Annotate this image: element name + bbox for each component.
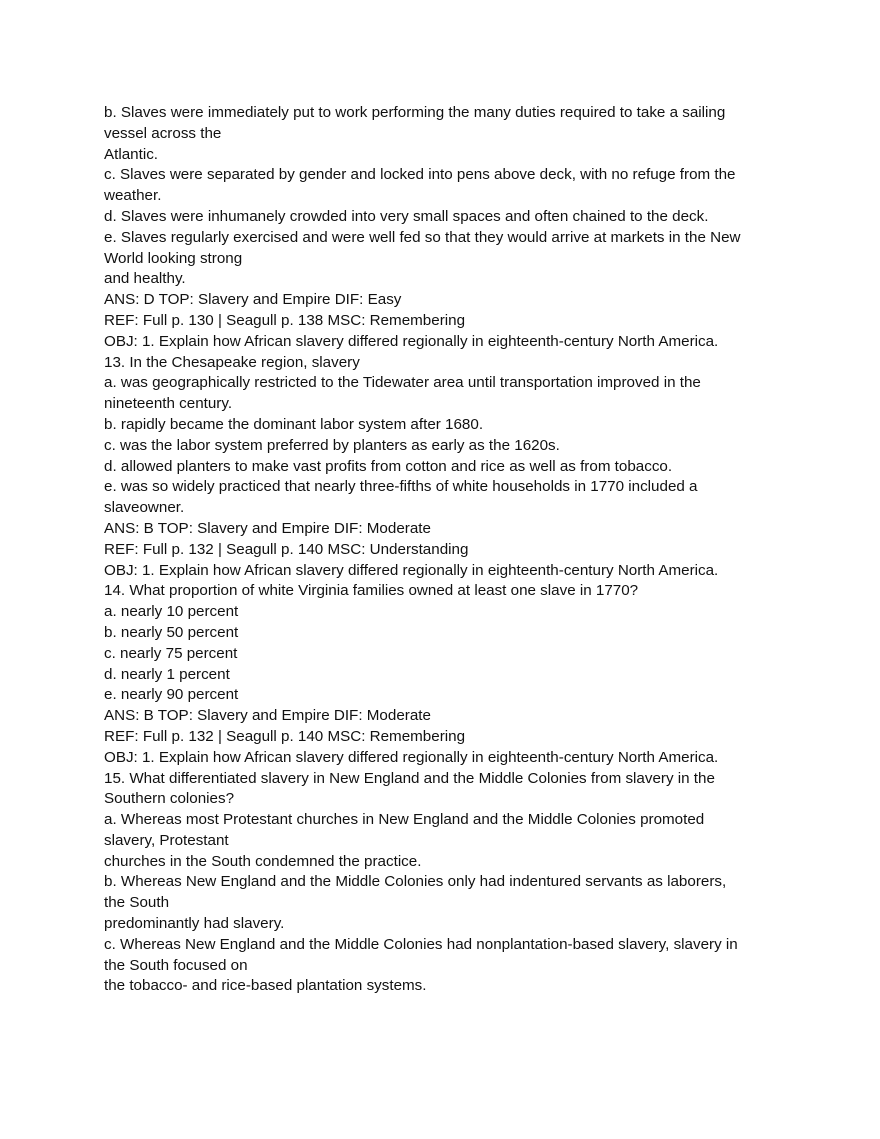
text-line: Atlantic.	[104, 145, 159, 163]
text-line: b. nearly 50 percent	[104, 623, 239, 641]
text-line: the tobacco- and rice-based plantation systems.	[104, 977, 427, 995]
text-line: a. nearly 10 percent	[104, 603, 239, 621]
text-line: the South	[104, 894, 170, 912]
text-line: b. Slaves were immediately put to work performing the many duties required to take a sailing	[104, 104, 726, 121]
text-line: b. Whereas New England and the Middle Colonies only had indentured servants as laborers,	[104, 873, 727, 891]
answer-line: ANS: B TOP: Slavery and Empire DIF: Moderate	[104, 707, 431, 725]
text-line: Southern colonies?	[104, 790, 235, 808]
text-line: slaveowner.	[104, 499, 185, 517]
text-line: d. Slaves were inhumanely crowded into very small spaces and often chained to the deck.	[104, 207, 709, 225]
text-line: and healthy.	[104, 270, 186, 288]
text-line: predominantly had slavery.	[104, 915, 285, 933]
text-line: c. nearly 75 percent	[104, 644, 238, 662]
objective-line: OBJ: 1. Explain how African slavery differed regionally in eighteenth-century North America.	[104, 561, 719, 579]
text-line: e. Slaves regularly exercised and were well fed so that they would arrive at markets in the New	[104, 228, 741, 246]
text-line: World looking strong	[104, 249, 243, 267]
text-line: nineteenth century.	[104, 395, 233, 413]
text-line: weather.	[104, 187, 162, 205]
question-line: 13. In the Chesapeake region, slavery	[104, 353, 360, 371]
question-line: 15. What differentiated slavery in New England and the Middle Colonies from slavery in the	[104, 769, 715, 787]
text-line: d. nearly 1 percent	[104, 665, 230, 683]
reference-line: REF: Full p. 132 | Seagull p. 140 MSC: Understanding	[104, 540, 469, 558]
objective-line: OBJ: 1. Explain how African slavery differed regionally in eighteenth-century North America.	[104, 332, 719, 350]
text-line: c. Slaves were separated by gender and locked into pens above deck, with no refuge from the	[104, 166, 736, 184]
objective-line: OBJ: 1. Explain how African slavery differed regionally in eighteenth-century North America.	[104, 748, 719, 766]
text-line: e. was so widely practiced that nearly three-fifths of white households in 1770 included a	[104, 478, 698, 496]
text-line: churches in the South condemned the practice.	[104, 852, 422, 870]
text-line: slavery, Protestant	[104, 831, 229, 849]
answer-line: ANS: D TOP: Slavery and Empire DIF: Easy	[104, 291, 402, 309]
text-line: c. was the labor system preferred by planters as early as the 1620s.	[104, 436, 560, 454]
text-line: b. rapidly became the dominant labor system after 1680.	[104, 415, 484, 433]
answer-line: ANS: B TOP: Slavery and Empire DIF: Moderate	[104, 519, 431, 537]
text-line: a. Whereas most Protestant churches in New England and the Middle Colonies promoted	[104, 811, 705, 829]
text-line: c. Whereas New England and the Middle Colonies had nonplantation-based slavery, slavery in	[104, 935, 738, 953]
text-line: vessel across the	[104, 124, 222, 142]
reference-line: REF: Full p. 130 | Seagull p. 138 MSC: Remembering	[104, 311, 466, 329]
text-line: e. nearly 90 percent	[104, 686, 239, 704]
question-line: 14. What proportion of white Virginia families owned at least one slave in 1770?	[104, 582, 639, 600]
document-body	[104, 103, 776, 997]
text-line: a. was geographically restricted to the Tidewater area until transportation improved in the	[104, 374, 701, 392]
reference-line: REF: Full p. 132 | Seagull p. 140 MSC: Remembering	[104, 727, 466, 745]
text-line: the South focused on	[104, 956, 248, 974]
text-line: d. allowed planters to make vast profits from cotton and rice as well as from tobacco.	[104, 457, 673, 475]
